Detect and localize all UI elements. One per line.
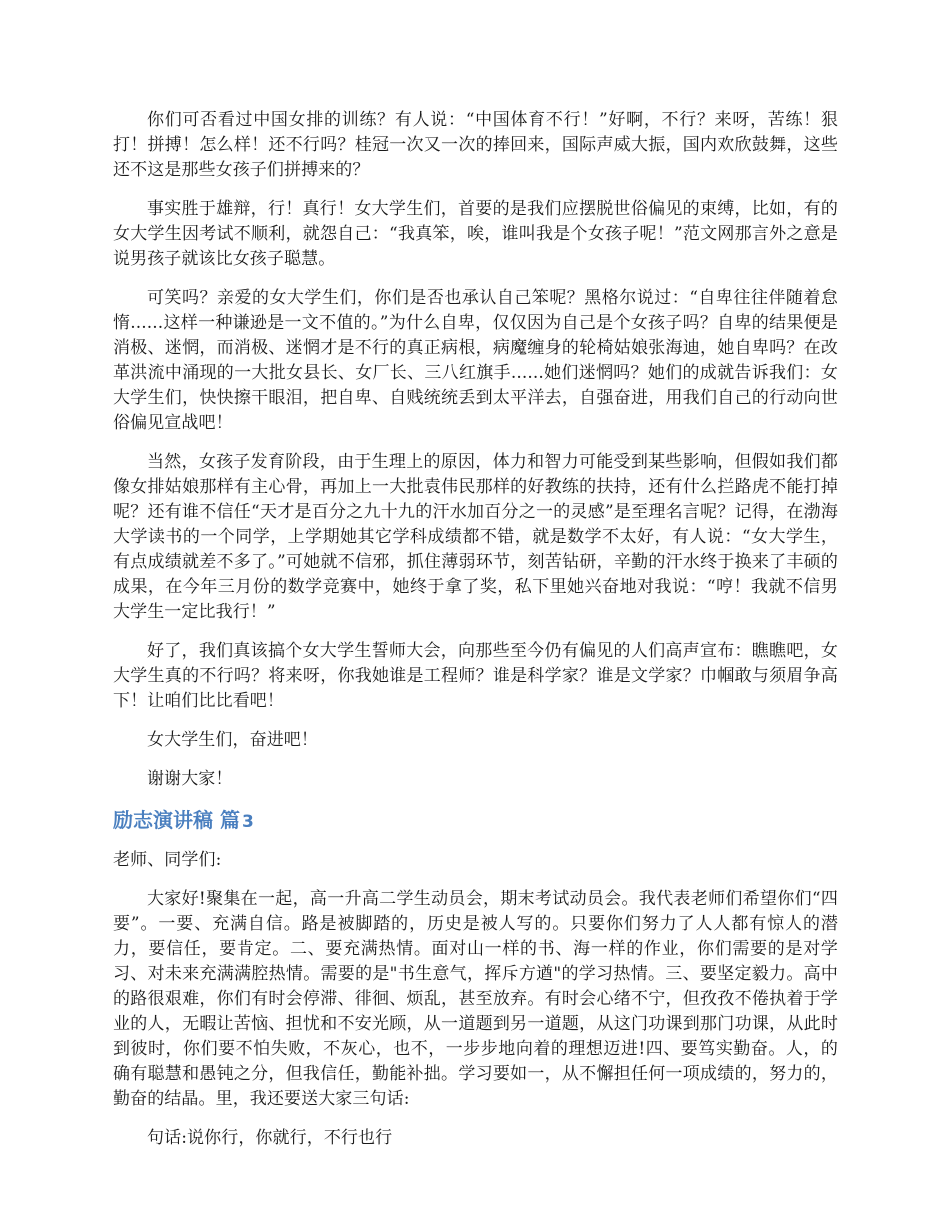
paragraph-thanks: 谢谢大家！ [147,769,233,789]
paragraph-oath: 好了，我们真该搞个女大学生誓师大会，向那些至今仍有偏见的人们高声宣布：瞧瞧吧，女大学生真的不行吗？将来呀，你我她谁是工程师？谁是科学家？谁是文学家？巾帼敢与须眉争高下！让咱们比比看吧！ [113,641,838,711]
paragraph-forward: 女大学生们，奋进吧！ [147,730,318,750]
section-heading-number: 3 [241,812,254,832]
paragraph-development: 当然，女孩子发育阶段，由于生理上的原因，体力和智力可能受到某些影响，但假如我们都像女排姑娘那样有主心骨，再加上一大批袁伟民那样的好教练的扶持，还有什么拦路虎不能打掉呢？还有谁不信任“天才是百分之九十九的汗水加百分之一的灵感”是至理名言呢？记得，在渤海大学读书的一个同学，上学期她其它学科成绩都不错，就是数学不太好，有人说：“女大学生，有点成绩就差不多了。”可她就不信邪，抓住薄弱环节，刻苦钻研，辛勤的汗水终于换来了丰硕的成果，在今年三月份的数学竞赛中，她终于拿了奖，私下里她兴奋地对我说：“哼！我就不信男大学生一定比我行！” [113,452,838,622]
paragraph-facts: 事实胜于雄辩，行！真行！女大学生们，首要的是我们应摆脱世俗偏见的束缚，比如，有的女大学生因考试不顺利，就怨自己：“我真笨，唉，谁叫我是个女孩子呢！”范文网那言外之意是说男孩子就该比女孩子聪慧。 [113,199,838,269]
paragraph-self-esteem: 可笑吗？亲爱的女大学生们，你们是否也承认自己笨呢？黑格尔说过：“自卑往往伴随着怠惰......这样一种谦逊是一文不值的。”为什么自卑，仅仅因为自己是个女孩子吗？自卑的结果便是消极、迷惘，而消极、迷惘才是不行的真正病根，病魔缠身的轮椅姑娘张海迪，她自卑吗？在改革洪流中涌现的一大批女县长、女厂长、三八红旗手......她们迷惘吗？她们的成就告诉我们：女大学生们，快快擦干眼泪，把自卑、自贱统统丢到太平洋去，自强奋进，用我们自己的行动向世俗偏见宣战吧！ [113,288,838,433]
paragraph-first-sentence: 句话:说你行，你就行，不行也行 [147,1128,393,1148]
section-heading-title: 励志演讲稿 篇 [113,808,240,832]
document-page [113,108,838,1165]
paragraph-four-musts: 大家好!聚集在一起，高一升高二学生动员会，期末考试动员会。我代表老师们希望你们“四要”。一要、充满自信。路是被脚踏的，历史是被人写的。只要你们努力了人人都有惊人的潜力，要信任，要肯定。二、要充满热情。面对山一样的书、海一样的作业，你们需要的是对学习、对未来充满满腔热情。需要的是"书生意气，挥斥方遒"的学习热情。三、要坚定毅力。高中的路很艰难，你们有时会停滞、徘徊、烦乱，甚至放弃。有时会心绪不宁，但孜孜不倦执着于学业的人，无暇让苦恼、担忧和不安光顾，从一道题到另一道题，从这门功课到那门功课，从此时到彼时，你们要不怕失败，不灰心，也不，一步步地向着的理想迈进!四、要笃实勤奋。人，的确有聪慧和愚钝之分，但我信任，勤能补拙。学习要如一，从不懈担任何一项成绩的，努力的，勤奋的结晶。里，我还要送大家三句话: [113,889,838,1109]
salutation: 老师、同学们: [113,850,222,870]
section-heading [113,806,838,836]
paragraph-women-volleyball: 你们可否看过中国女排的训练？有人说：“中国体育不行！”好啊，不行？来呀，苦练！狠打！拼搏！怎么样！还不行吗？桂冠一次又一次的捧回来，国际声威大振，国内欢欣鼓舞，这些还不这是那些女孩子们拼搏来的？ [113,110,838,180]
